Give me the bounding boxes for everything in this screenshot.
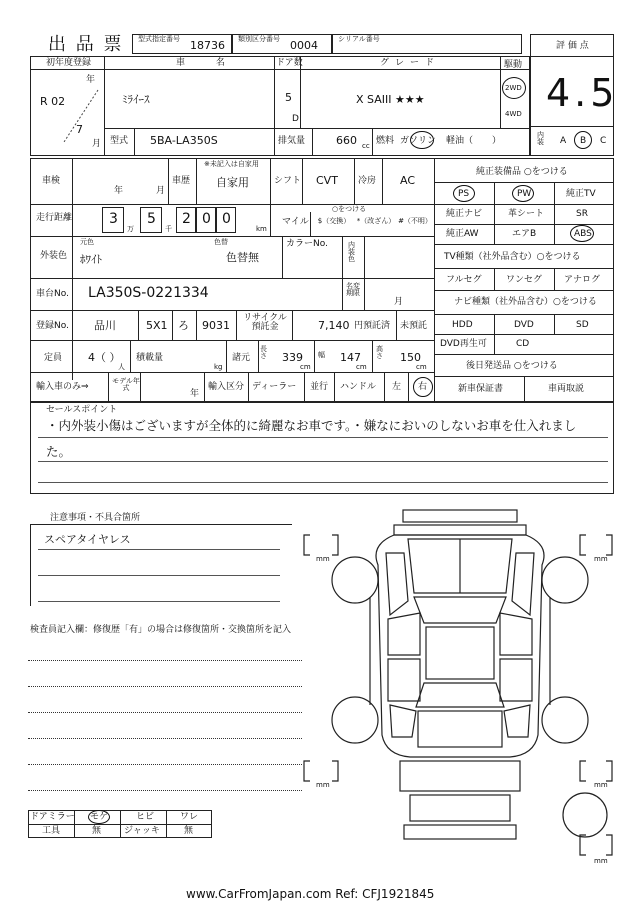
delivery-manual: 車両取説 <box>548 384 585 394</box>
first-reg-year-suffix: 年 <box>86 75 96 85</box>
width-unit: cm <box>356 363 367 371</box>
history-value: 自家用 <box>216 176 249 189</box>
height-unit: cm <box>416 363 427 371</box>
inspection-month: 月 <box>156 186 166 196</box>
drive-2wd: 2WD <box>505 84 522 92</box>
original-color-value: ﾎﾜｲﾄ <box>80 253 102 266</box>
reg-number: 9031 <box>202 319 230 332</box>
dvd-cd: CD <box>516 339 530 349</box>
recycle-unpaid: 未預託 <box>400 321 428 331</box>
tv-title: TV種類（社外品含む）○をつける <box>444 252 581 262</box>
inspector-label: 検査員記入欄：修復歴「有」の場合は修復箇所・交換箇所を記入 <box>30 625 292 635</box>
load-label: 積載量 <box>136 353 164 363</box>
fuel-light-oil: 軽油（ <box>446 136 474 146</box>
navi-dvd: DVD <box>514 320 534 330</box>
model-cert-label: 型式指定番号 <box>138 35 180 43</box>
delivery-title: 後日発送品 ○をつける <box>466 361 558 371</box>
unrecorded-note: ※未記入は自家用 <box>204 160 259 168</box>
capacity-unit: 人 <box>118 363 125 371</box>
sales-label: セールスポイント <box>46 405 118 415</box>
first-reg-month-suffix: 月 <box>92 139 102 149</box>
type-value: 5BA-LA350S <box>150 134 218 147</box>
reg-kana: ろ <box>178 319 189 332</box>
mileage-digit-2: 5 <box>147 211 156 227</box>
equip-tv: 純正TV <box>566 189 596 199</box>
fuel-paren-close: ） <box>492 136 502 146</box>
interior-grade-a: A <box>560 136 567 146</box>
handle-left: 左 <box>392 382 402 392</box>
length-value: 339 <box>282 351 303 364</box>
original-color-label: 元色 <box>80 238 94 246</box>
damage-h3: ワレ <box>180 812 199 822</box>
mm-fr: mm <box>594 555 608 563</box>
history-label: 車歴 <box>172 176 191 186</box>
import-label: 輸入車のみ⇒ <box>36 382 89 392</box>
width-label: 幅 <box>318 351 325 359</box>
import-dealer: ディーラー <box>252 382 297 392</box>
height-label: 高さ <box>376 345 383 360</box>
damage-circle <box>88 810 110 824</box>
equip-pw: PW <box>517 189 532 199</box>
name-change-label: 名変期限 <box>346 282 360 297</box>
drive-4wd: 4WD <box>505 110 522 118</box>
equip-abs: ABS <box>574 229 592 239</box>
handle-right: 右 <box>418 382 428 392</box>
grade-value: X SAIII ★★★ <box>356 93 425 106</box>
import-div-label: 輸入区分 <box>208 382 245 392</box>
eval-label: 評 価 点 <box>556 41 589 51</box>
exterior-label: 外装色 <box>40 251 68 261</box>
tv-one: ワンセグ <box>506 275 543 285</box>
footer-ref: www.CarFromJapan.com Ref: CFJ1921845 <box>186 887 435 901</box>
sales-line-1: ・内外装小傷はございますが全体的に綺麗なお車です。・嫌なにおいのしないお車を仕入れまし <box>46 418 577 433</box>
damage-v1: 無 <box>92 826 102 836</box>
equipment-title: 純正装備品 ○をつける <box>476 167 568 177</box>
repaint-value: 色替無 <box>226 251 259 264</box>
serial-label: シリアル番号 <box>338 35 380 43</box>
mm-spare: mm <box>594 857 608 865</box>
navi-sd: SD <box>576 320 589 330</box>
mileage-tampered: *（改ざん） <box>356 217 396 225</box>
shift-value: CVT <box>316 174 338 187</box>
equip-pw-circle <box>512 185 534 202</box>
mileage-label: 走行距離 <box>36 213 73 223</box>
repaint-label: 色替 <box>214 238 228 246</box>
inspection-label: 車検 <box>42 176 61 186</box>
equip-leather: 革シート <box>508 209 545 219</box>
doors-label: ドア数 <box>276 58 303 68</box>
chassis-label: 車台No. <box>36 289 69 299</box>
capacity-label: 定員 <box>44 353 63 363</box>
width-value: 147 <box>340 351 361 364</box>
damage-h1: モゲ <box>90 812 109 822</box>
drive-label: 駆動 <box>504 60 523 70</box>
handle-label: ハンドル <box>340 382 377 392</box>
interior-label: 内装 <box>537 131 544 146</box>
mileage-unknown: #（不明） <box>398 217 432 225</box>
shift-label: シフト <box>274 176 302 186</box>
car-name-label: 車 名 <box>176 58 239 68</box>
type-label: 型式 <box>110 136 129 146</box>
mileage-digit-4: 0 <box>202 211 211 227</box>
mileage-sen: 千 <box>165 225 172 233</box>
mileage-exchange: $（交換） <box>317 217 351 225</box>
model-year-mark: 年 <box>190 389 200 399</box>
length-unit: cm <box>300 363 311 371</box>
interior-grade-c: C <box>600 136 607 146</box>
equip-abs-circle <box>570 225 594 242</box>
reg-label: 登録No. <box>36 321 69 331</box>
mm-fl: mm <box>316 555 330 563</box>
first-reg-slash <box>60 86 100 146</box>
damage-v0: 工具 <box>42 826 61 836</box>
name-change-month: 月 <box>394 297 404 307</box>
displacement-label: 排気量 <box>278 136 306 146</box>
class-label: 類別区分番号 <box>238 35 280 43</box>
displacement-value: 660 <box>336 134 357 147</box>
doors-value: 5 <box>285 91 292 104</box>
damage-v3: 無 <box>184 826 194 836</box>
reg-class: 5X1 <box>146 319 168 332</box>
damage-h2: ヒビ <box>136 812 155 822</box>
fuel-circle <box>410 131 434 149</box>
drive-circle <box>502 77 526 99</box>
ac-value: AC <box>400 174 416 187</box>
equip-ps-circle <box>453 185 475 202</box>
navi-hdd: HDD <box>452 320 473 330</box>
mm-rl: mm <box>316 781 330 789</box>
first-reg-label: 初年度登録 <box>46 58 92 68</box>
recycle-value: 7,140 <box>318 319 350 332</box>
length-label: 長さ <box>260 345 267 360</box>
tv-analog: アナログ <box>564 275 601 285</box>
sales-line-2: た。 <box>46 444 72 459</box>
eval-score: 4.5 <box>546 71 619 115</box>
capacity-value: 4（ ） <box>88 351 121 364</box>
damage-h0: ドアミラー <box>30 812 75 822</box>
navi-title: ナビ種類（社外品含む）○をつける <box>454 297 597 307</box>
mileage-digit-5: 0 <box>222 211 231 227</box>
mileage-mile: マイル <box>282 217 309 227</box>
import-parallel: 並行 <box>310 382 329 392</box>
equip-ps: PS <box>458 189 470 199</box>
fuel-label: 燃料 <box>376 136 395 146</box>
dims-label: 諸元 <box>232 353 251 363</box>
interior-grade-b: B <box>580 136 587 146</box>
recycle-paid: 円預託済 <box>354 321 391 331</box>
notes-label: 注意事項・不具合箇所 <box>50 513 141 523</box>
first-reg-month: 7 <box>76 123 83 136</box>
sales-frame <box>30 402 614 494</box>
displacement-unit: cc <box>362 142 370 150</box>
first-reg-era: R 02 <box>40 95 66 108</box>
equip-navi: 純正ナビ <box>446 209 483 219</box>
height-value: 150 <box>400 351 421 364</box>
model-year-label: モデル年式 <box>112 377 140 392</box>
tv-full: フルセグ <box>446 275 482 285</box>
grade-label: グレード <box>380 58 441 68</box>
equip-aw: 純正AW <box>446 229 479 239</box>
ac-label: 冷房 <box>358 176 377 186</box>
class-value: 0004 <box>290 39 318 52</box>
damage-v2: ジャッキ <box>124 826 160 836</box>
model-cert-value: 18736 <box>190 39 225 52</box>
chassis-value: LA350S-0221334 <box>88 285 209 301</box>
interior-grade-circle <box>574 131 592 149</box>
notes-line-1: スペアタイヤレス <box>44 533 131 546</box>
mileage-circle-note: ○をつける <box>332 205 367 213</box>
mileage-man: 万 <box>127 225 134 233</box>
mileage-km: km <box>256 225 267 233</box>
mileage-digit-3: 2 <box>182 211 191 227</box>
mileage-digit-1: 3 <box>109 211 118 227</box>
handle-circle <box>413 377 433 397</box>
mm-rr: mm <box>594 781 608 789</box>
car-diagram <box>300 505 620 865</box>
inspection-year: 年 <box>114 186 124 196</box>
reg-area: 品川 <box>94 319 116 332</box>
interior-color-label: 内装色 <box>348 241 355 263</box>
dvd-play: DVD再生可 <box>440 339 487 349</box>
car-name-value: ﾐﾗｲｰｽ <box>122 93 150 106</box>
delivery-warranty: 新車保証書 <box>458 384 504 394</box>
form-title: 出 品 票 <box>48 34 124 55</box>
recycle-label: リサイクル預託金 <box>243 313 287 332</box>
doors-sub: D <box>292 114 299 124</box>
fuel-value: ガソリン <box>400 136 437 146</box>
load-unit: kg <box>214 363 223 371</box>
equip-airbag: エアB <box>512 229 537 239</box>
color-no-label: カラーNo. <box>286 239 328 249</box>
equip-sr: SR <box>576 209 588 219</box>
